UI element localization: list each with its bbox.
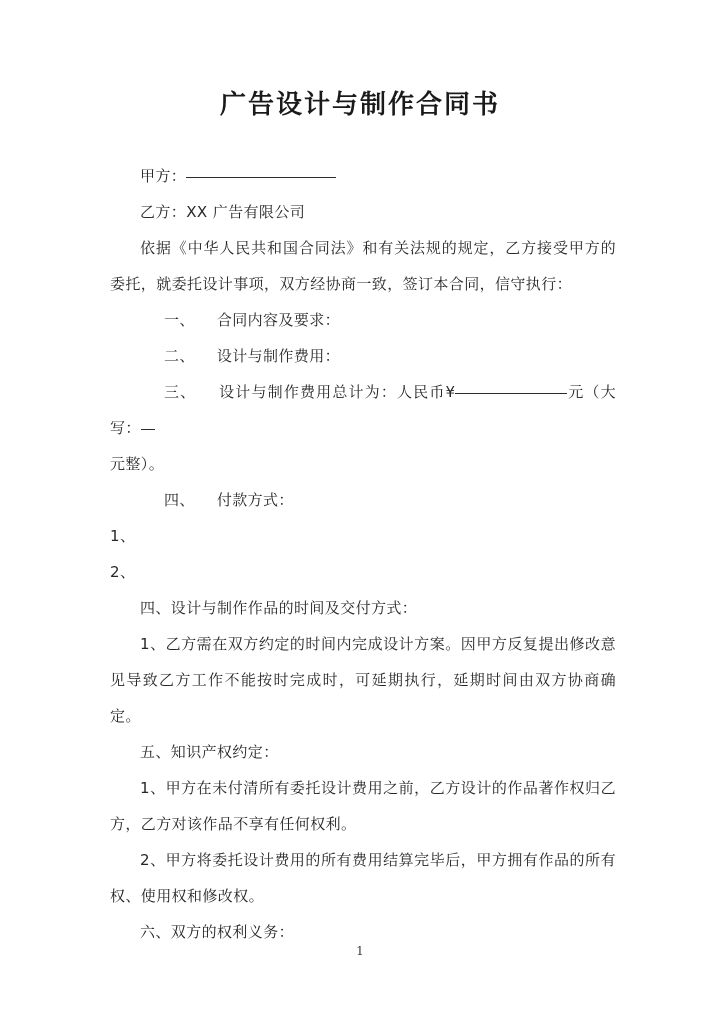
paragraph-item-3-tail: 元整）。 bbox=[110, 455, 165, 473]
paragraph-party-a bbox=[110, 158, 616, 194]
paragraph-item-1 bbox=[110, 302, 616, 338]
page-title: 广告设计与制作合同书 bbox=[219, 90, 500, 120]
item-1-number: 一、 bbox=[164, 311, 195, 329]
party-a-fill-in-rule[interactable] bbox=[186, 177, 336, 178]
item-2-number: 二、 bbox=[164, 347, 195, 365]
paragraph-section-4-clause-1: 1、乙方需在双方约定的时间内完成设计方案。因甲方反复提出修改意见导致乙方工作不能按时完成时，可延期执行，延期时间由双方协商确定。 bbox=[110, 635, 616, 725]
item-3-text-after-amount: 元（大写： bbox=[110, 383, 617, 437]
item-3-text-before-amount: 设计与制作费用总计为：人民币¥ bbox=[218, 383, 456, 401]
document-body bbox=[110, 158, 616, 950]
party-a-label: 甲方： bbox=[140, 167, 187, 185]
item-1-text: 合同内容及要求： bbox=[216, 311, 341, 329]
paragraph-payment-sub-2: 2、 bbox=[110, 563, 136, 581]
paragraph-payment-sub-1: 1、 bbox=[110, 527, 136, 545]
paragraph-section-5-ip: 五、知识产权约定： bbox=[140, 743, 279, 761]
item-2-text: 设计与制作费用： bbox=[216, 347, 341, 365]
paragraph-section-4-delivery: 四、设计与制作作品的时间及交付方式： bbox=[140, 599, 418, 617]
paragraph-section-5-clause-1: 1、甲方在未付清所有委托设计费用之前，乙方设计的作品著作权归乙方，乙方对该作品不享有任何权利。 bbox=[110, 779, 616, 833]
paragraph-preamble: 依据《中华人民共和国合同法》和有关法规的规定，乙方接受甲方的委托，就委托设计事项，双方经协商一致，签订本合同，信守执行： bbox=[110, 239, 616, 293]
paragraph-party-b: 乙方：XX 广告有限公司 bbox=[140, 203, 306, 221]
amount-fill-in-rule[interactable] bbox=[455, 393, 567, 394]
paragraph-item-4 bbox=[110, 482, 616, 518]
item-4-text: 付款方式： bbox=[216, 491, 294, 509]
page-number: 1 bbox=[356, 944, 364, 958]
paragraph-section-6-rights: 六、双方的权利义务： bbox=[140, 923, 295, 941]
amount-words-fill-in-rule[interactable] bbox=[141, 429, 155, 430]
paragraph-item-2 bbox=[110, 338, 616, 374]
item-4-number: 四、 bbox=[164, 491, 195, 509]
paragraph-item-3 bbox=[110, 374, 616, 446]
item-3-number: 三、 bbox=[164, 383, 197, 401]
paragraph-section-5-clause-2: 2、甲方将委托设计费用的所有费用结算完毕后，甲方拥有作品的所有权、使用权和修改权。 bbox=[110, 851, 616, 905]
